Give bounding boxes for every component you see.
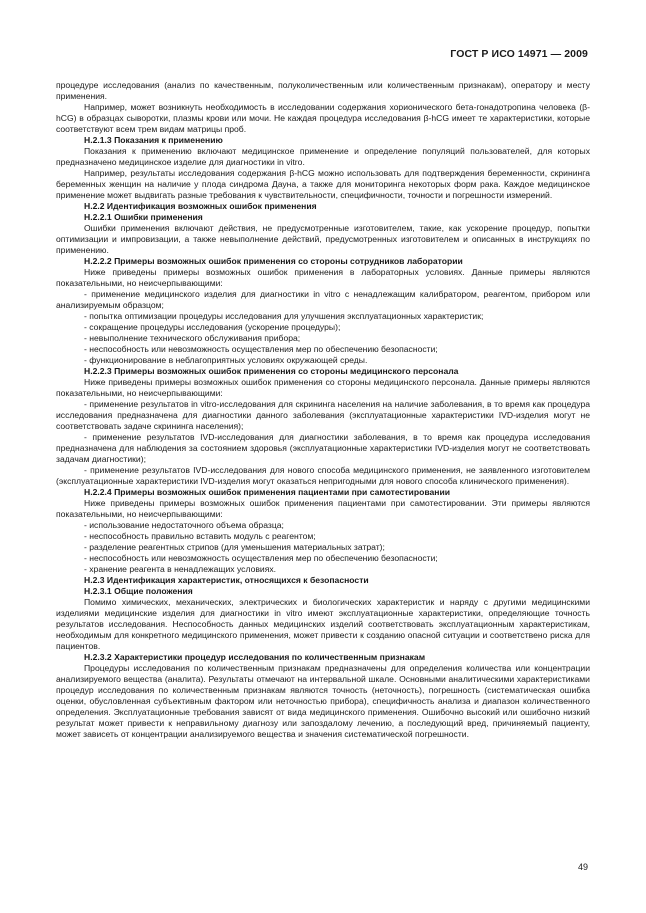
list-item: - разделение реагентных стрипов (для уменьшения материальных затрат); <box>84 542 385 552</box>
paragraph: Ошибки применения включают действия, не предусмотренные изготовителем, такие, как ускорение процедур, попытки оптимизации и импровизации, а также невыполнение действий, предусмотренных изготовителем и описанных в инструкциях по применению. <box>56 223 590 255</box>
document-body <box>56 80 590 740</box>
list-item: - использование недостаточного объема образца; <box>84 520 284 530</box>
paragraph-continuation: процедуре исследования (анализ по качественным, полуколичественным или количественным признакам), оператору и месту применения. <box>56 80 590 101</box>
list-item: - неспособность или невозможность осуществления мер по обеспечению безопасности; <box>84 344 438 354</box>
paragraph: Процедуры исследования по количественным признакам предназначены для определения количества или концентрации анализируемого вещества (аналита). Результаты отмечают на интервальной шкале. Основными аналитическими характеристиками процедур исследования по количественным признакам являются точность (неточность), погрешность (систематическая ошибка оценки, обусловленная субъективным фактором или неточностью прибора), специфичность анализа и диапазон количественного определения. Эксплуатационные требования зависят от вида медицинского применения. Ошибочно высокий или ошибочно низкий результат может привести к неправильному диагнозу или запоздалому лечению, а последующий вред, причиняемый пациенту, может зависеть от концентрации анализируемого вещества и значения систематической погрешности. <box>56 663 590 739</box>
section-heading: Н.2.3 Идентификация характеристик, относящихся к безопасности <box>84 575 369 585</box>
paragraph: Ниже приведены примеры возможных ошибок применения в лабораторных условиях. Данные примеры являются показательными, но неисчерпывающими: <box>56 267 590 288</box>
section-heading: Н.2.2.3 Примеры возможных ошибок применения со стороны медицинского персонала <box>84 366 459 376</box>
paragraph: Ниже приведены примеры возможных ошибок применения пациентами при самотестировании. Эти примеры являются показательными, но неисчерпывающими: <box>56 498 590 519</box>
section-heading: Н.2.2.2 Примеры возможных ошибок применения со стороны сотрудников лаборатории <box>84 256 463 266</box>
paragraph: Ниже приведены примеры возможных ошибок применения со стороны медицинского персонала. Данные примеры являются показательными, но неисчерпывающими: <box>56 377 590 398</box>
list-item: - применение результатов IVD-исследования для диагностики заболевания, в то время как процедура исследования предназначена для наблюдения за состоянием здоровья (эксплуатационные характеристики IVD-изделия могут не соответствовать задачам диагностики); <box>56 432 590 464</box>
list-item: - применение медицинского изделия для диагностики in vitro с ненадлежащим калибратором, реагентом, прибором или анализируемым образцом; <box>56 289 590 310</box>
section-heading: Н.2.1.3 Показания к применению <box>84 135 223 145</box>
section-heading: Н.2.3.2 Характеристики процедур исследования по количественным признакам <box>84 652 426 662</box>
list-item: - невыполнение технического обслуживания прибора; <box>84 333 301 343</box>
paragraph: Показания к применению включают медицинское применение и определение популяций пользователей, для которых предназначено медицинское изделие для диагностики in vitro. <box>56 146 590 167</box>
list-item: - функционирование в неблагоприятных условиях окружающей среды. <box>84 355 368 365</box>
section-heading: Н.2.3.1 Общие положения <box>84 586 193 596</box>
section-heading: Н.2.2.4 Примеры возможных ошибок применения пациентами при самотестировании <box>84 487 451 497</box>
list-item: - неспособность или невозможность осуществления мер по обеспечению безопасности; <box>84 553 438 563</box>
list-item: - хранение реагента в ненадлежащих условиях. <box>84 564 277 574</box>
paragraph: Помимо химических, механических, электрических и биологических характеристик и наряду с другими медицинскими изделиями медицинские изделия для диагностики in vitro имеют эксплуатационные характеристики, определяющие точность результатов исследования. Неспособность данных медицинских изделий соответствовать эксплуатационным характеристикам, необходимым для конкретного медицинского применения, может привести к созданию опасной ситуации и соответствено риска для пациентов. <box>56 597 590 651</box>
list-item: - сокращение процедуры исследования (ускорение процедуры); <box>84 322 341 332</box>
page-number: 49 <box>577 862 588 872</box>
document-header: ГОСТ Р ИСО 14971 — 2009 <box>450 48 588 60</box>
section-heading: Н.2.2 Идентификация возможных ошибок применения <box>84 201 317 211</box>
paragraph: Например, результаты исследования содержания β-hCG можно использовать для подтверждения беременности, скрининга беременных женщин на наличие у плода синдрома Дауна, а также для мониторинга некоторых форм рака. Каждое медицинское применение может выдвигать разные требования к чувствительности, специфичности, точности и погрешности измерений. <box>56 168 590 200</box>
list-item: - применение результатов in vitro-исследования для скрининга населения на наличие заболевания, в то время как процедура исследования предназначена для диагностики данного заболевания (эксплуатационные характеристики IVD-изделия могут не соответствовать задаче скрининга населения); <box>56 399 590 431</box>
section-heading: Н.2.2.1 Ошибки применения <box>84 212 203 222</box>
list-item: - попытка оптимизации процедуры исследования для улучшения эксплуатационных характеристик; <box>84 311 484 321</box>
list-item: - неспособность правильно вставить модуль с реагентом; <box>84 531 316 541</box>
paragraph: Например, может возникнуть необходимость в исследовании содержания хорионического бета-гонадотропина человека (β-hCG) в образцах сыворотки, плазмы крови или мочи. Не каждая процедура исследования β-hCG имеет те характеристики, которые соответствуют всем трем видам матрицы проб. <box>56 102 590 134</box>
list-item: - применение результатов IVD-исследования для нового способа медицинского применения, не заявленного изготовителем (эксплуатационные характеристики IVD-изделия могут оказаться непригодными для нового способа клинического применения). <box>56 465 590 486</box>
